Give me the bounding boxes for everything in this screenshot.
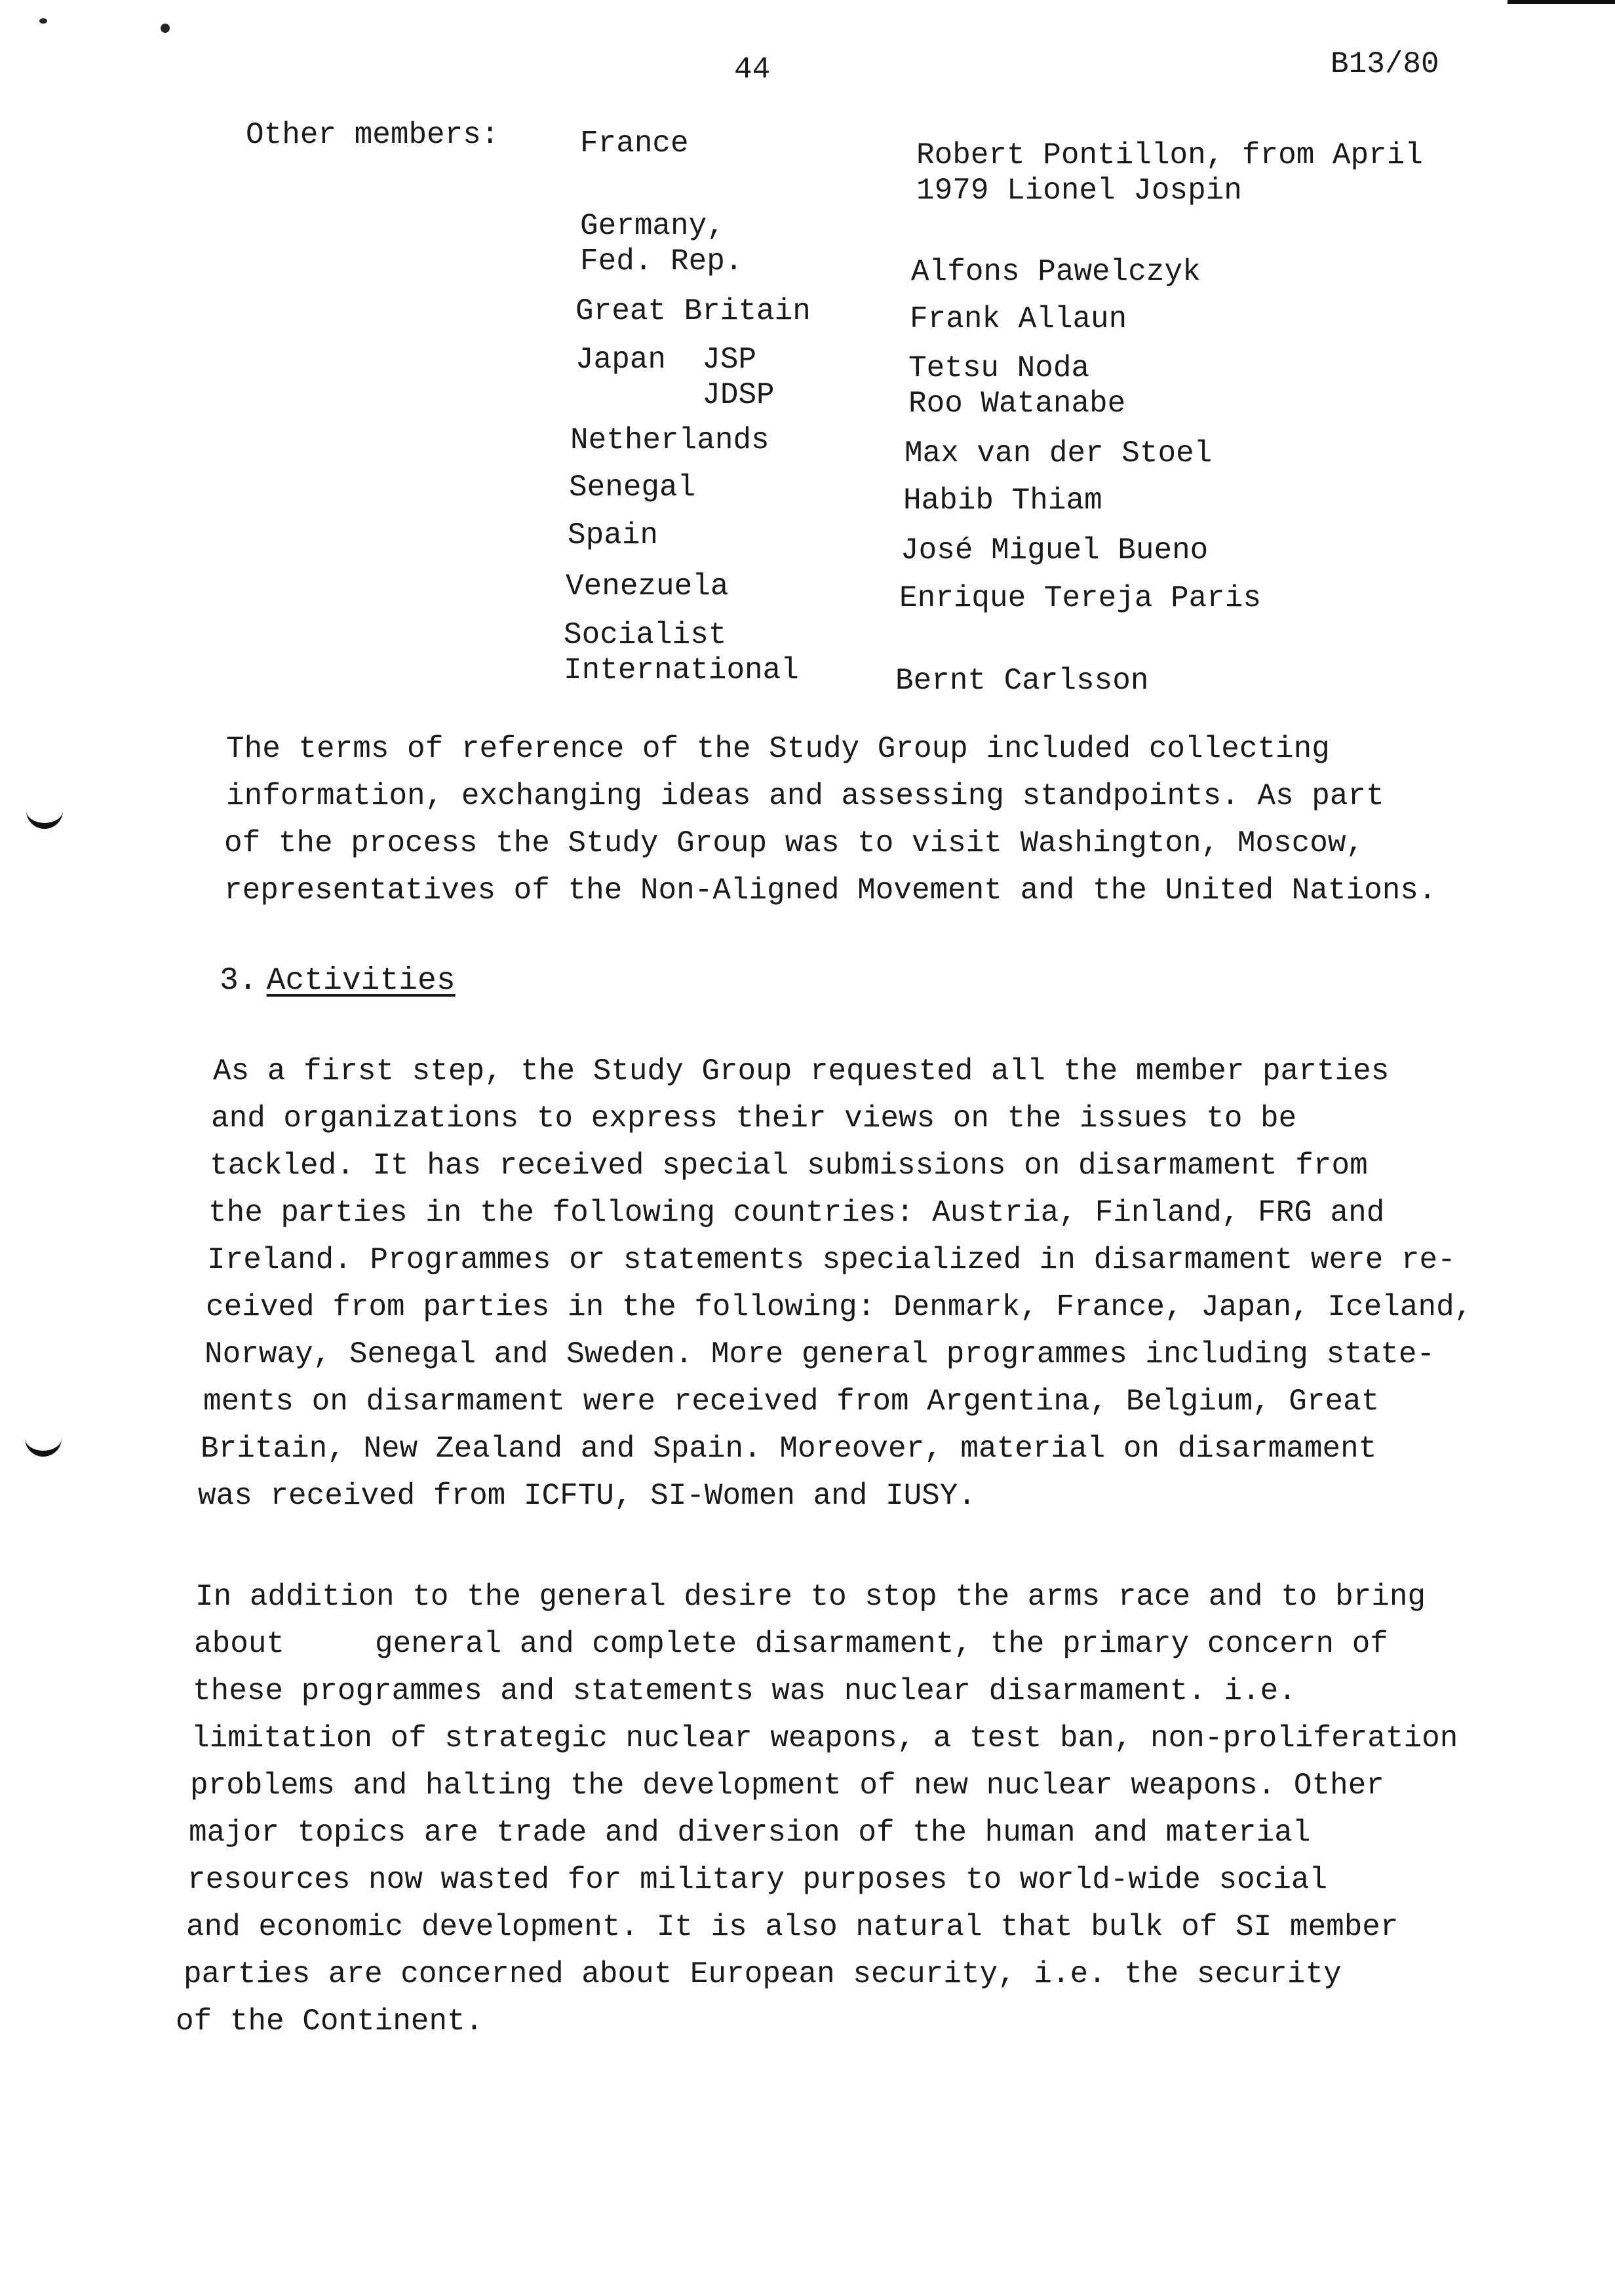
document-reference: B13/80 — [1331, 47, 1439, 81]
member-country: France — [580, 126, 689, 161]
section-title: Activities — [266, 963, 456, 999]
paragraph-line: information, exchanging ideas and assessing standpoints. As part — [226, 779, 1384, 813]
paragraph-line: ments on disarmament were received from Argentina, Belgium, Great — [203, 1385, 1380, 1419]
member-country: Socialist International — [564, 618, 799, 687]
binding-hole-mark — [25, 1428, 62, 1457]
paragraph-line: resources now wasted for military purposes to world-wide social — [187, 1863, 1328, 1897]
section-heading — [220, 963, 456, 999]
scan-speck — [161, 24, 170, 33]
paragraph-line: about general and complete disarmament, the primary concern of — [194, 1627, 1388, 1661]
paragraph-line: The terms of reference of the Study Group included collecting — [226, 732, 1330, 766]
paragraph-line: parties are concerned about European security, i.e. the security — [184, 1957, 1342, 1991]
paragraph-line: Ireland. Programmes or statements specialized in disarmament were re- — [207, 1243, 1456, 1277]
members-label: Other members: — [246, 118, 499, 152]
paragraph-line: these programmes and statements was nuclear disarmament. i.e. — [193, 1674, 1296, 1708]
paragraph-line: problems and halting the development of new nuclear weapons. Other — [190, 1769, 1384, 1803]
paragraph-line: was received from ICFTU, SI-Women and IUSY. — [198, 1479, 976, 1513]
paragraph-line: of the Continent. — [176, 2004, 484, 2038]
paragraph-line: the parties in the following countries: Austria, Finland, FRG and — [208, 1196, 1385, 1230]
member-representative: Robert Pontillon, from April 1979 Lionel Jospin — [916, 138, 1423, 208]
member-representative: Bernt Carlsson — [895, 664, 1149, 698]
member-representative: Alfons Pawelczyk — [911, 255, 1201, 289]
member-country: Venezuela — [566, 569, 729, 603]
member-country: Germany, Fed. Rep. — [580, 209, 743, 278]
paragraph-line: and organizations to express their views on the issues to be — [211, 1101, 1297, 1136]
paragraph-line: In addition to the general desire to stop the arms race and to bring — [195, 1580, 1426, 1614]
member-country: Senegal — [569, 470, 696, 505]
member-representative: Frank Allaun — [910, 302, 1127, 336]
member-country: Great Britain — [575, 294, 811, 328]
member-representative: Habib Thiam — [903, 484, 1102, 518]
member-representative: Max van der Stoel — [905, 436, 1213, 470]
section-number: 3. — [220, 963, 258, 999]
scan-edge-line — [1508, 0, 1615, 4]
binding-hole-mark — [26, 801, 63, 829]
paragraph-line: As a first step, the Study Group requested all the member parties — [213, 1054, 1390, 1088]
paragraph-line: tackled. It has received special submissions on disarmament from — [210, 1149, 1368, 1183]
scan-speck — [39, 18, 47, 24]
member-representative: José Miguel Bueno — [901, 533, 1209, 567]
member-country: Spain — [568, 518, 659, 552]
member-representative: Enrique Tereja Paris — [899, 581, 1262, 615]
member-country: Japan JSP JDSP — [575, 343, 775, 412]
paragraph-line: Britain, New Zealand and Spain. Moreover, material on disarmament — [201, 1432, 1377, 1466]
paragraph-line: of the process the Study Group was to visit Washington, Moscow, — [224, 826, 1365, 860]
paragraph-line: ceived from parties in the following: Denmark, France, Japan, Iceland, — [206, 1290, 1473, 1324]
paragraph-line: and economic development. It is also natural that bulk of SI member — [186, 1910, 1399, 1944]
paragraph-line: major topics are trade and diversion of the human and material — [189, 1816, 1311, 1850]
member-representative: Tetsu Noda Roo Watanabe — [908, 351, 1126, 421]
paragraph-line: Norway, Senegal and Sweden. More general programmes including state- — [204, 1337, 1435, 1371]
member-country: Netherlands — [570, 423, 769, 457]
paragraph-line: limitation of strategic nuclear weapons, a test ban, non-proliferation — [191, 1721, 1458, 1755]
page-number: 44 — [734, 52, 771, 86]
paragraph-line: representatives of the Non-Aligned Movement and the United Nations. — [224, 873, 1437, 908]
